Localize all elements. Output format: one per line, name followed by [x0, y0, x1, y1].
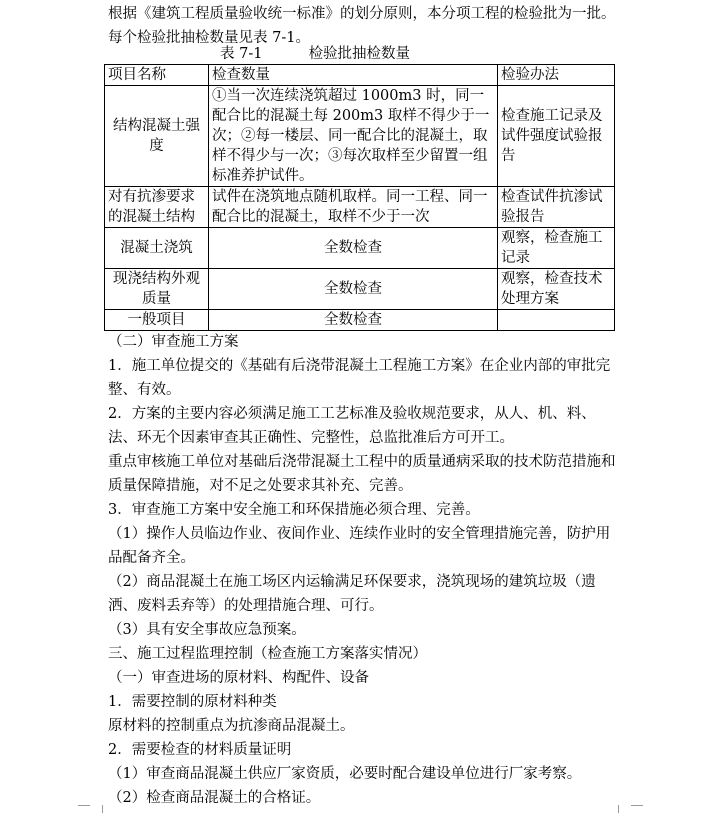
paragraph: （1）操作人员临边作业、夜间作业、连续作业时的安全管理措施完善，防护用品配备齐全。 [108, 526, 611, 566]
table-cell-quantity: 试件在浇筑地点随机取样。同一工程、同一配合比的混凝土，取样不少于一次 [209, 187, 498, 228]
table-cell-method: 检查施工记录及试件强度试验报告 [498, 86, 615, 187]
page-corner-mark [90, 805, 103, 813]
table-cell-name: 对有抗渗要求的混凝土结构 [105, 187, 209, 228]
page-corner-mark [78, 805, 90, 806]
table-cell-name: 混凝土浇筑 [105, 228, 209, 269]
table-row [105, 86, 615, 187]
paragraph: 2．方案的主要内容必须满足施工工艺标准及验收规范要求，从人、机、料、法、环无个因素审查其正确性、完整性，总监批准后方可开工。 [108, 406, 596, 446]
table-caption [220, 44, 410, 64]
table-header-row [105, 65, 615, 86]
table-header-cell: 检查数量 [209, 65, 498, 86]
paragraph: 3．审查施工方案中安全施工和环保措施必须合理、完善。 [108, 502, 480, 518]
intro-line: 根据《建筑工程质量验收统一标准》的划分原则，本分项工程的检验批为一批。 [108, 6, 616, 22]
table-cell-method [498, 310, 615, 331]
section-heading: 三、施工过程监理控制（检查施工方案落实情况） [108, 646, 427, 662]
table-cell-quantity: 全数检查 [209, 269, 498, 310]
table-cell-name: 现浇结构外观质量 [105, 269, 209, 310]
body-text [108, 330, 620, 810]
paragraph: （1）审查商品混凝土供应厂家资质，必要时配合建设单位进行厂家考察。 [108, 766, 582, 782]
table-row [105, 269, 615, 310]
table-cell-quantity: ①当一次连续浇筑超过 1000m3 时，同一配合比的混凝土每 200m3 取样不得少于一次；②每一楼层、同一配合比的混凝土，取样不得少与一次；③每次取样至少留置一组标准养护试件。 [209, 86, 498, 187]
table-cell-method: 检查试件抗渗试验报告 [498, 187, 615, 228]
paragraph: 原材料的控制重点为抗渗商品混凝土。 [108, 718, 355, 734]
paragraph: 2．需要检查的材料质量证明 [108, 742, 292, 758]
table-cell-method: 观察，检查技术处理方案 [498, 269, 615, 310]
table-cell-method: 观察，检查施工记录 [498, 228, 615, 269]
table-row [105, 187, 615, 228]
paragraph: 1．需要控制的原材料种类 [108, 694, 277, 710]
table-header-cell: 检验办法 [498, 65, 615, 86]
intro-line: 每个检验批抽检数量见表 7-1。 [108, 30, 310, 46]
inspection-table [104, 64, 615, 331]
table-caption-number: 表 7-1 [220, 46, 263, 62]
table-caption-title: 检验批抽检数量 [308, 46, 411, 62]
intro-paragraph [108, 2, 618, 50]
paragraph: （2）检查商品混凝土的合格证。 [108, 790, 321, 806]
paragraph: （3）具有安全事故应急预案。 [108, 622, 306, 638]
paragraph: 1．施工单位提交的《基础有后浇带混凝土工程施工方案》在企业内部的审批完整、有效。 [108, 358, 611, 398]
paragraph: （2）商品混凝土在施工场区内运输满足环保要求，浇筑现场的建筑垃圾（遗洒、废料丢弃等）的处理措施合理、可行。 [108, 574, 596, 614]
table-cell-quantity: 全数检查 [209, 310, 498, 331]
paragraph: 重点审核施工单位对基础后浇带混凝土工程中的质量通病采取的技术防范措施和质量保障措施，对不足之处要求其补充、完善。 [108, 454, 616, 494]
table-row [105, 310, 615, 331]
page-corner-mark [618, 805, 631, 813]
table-cell-quantity: 全数检查 [209, 228, 498, 269]
section-heading: （一）审查进场的原材料、构配件、设备 [108, 670, 369, 686]
page-corner-mark [631, 805, 643, 806]
table-cell-name: 一般项目 [105, 310, 209, 331]
table-row [105, 228, 615, 269]
section-heading: （二）审查施工方案 [108, 334, 239, 350]
table-header-cell: 项目名称 [105, 65, 209, 86]
table-cell-name: 结构混凝土强度 [105, 86, 209, 187]
